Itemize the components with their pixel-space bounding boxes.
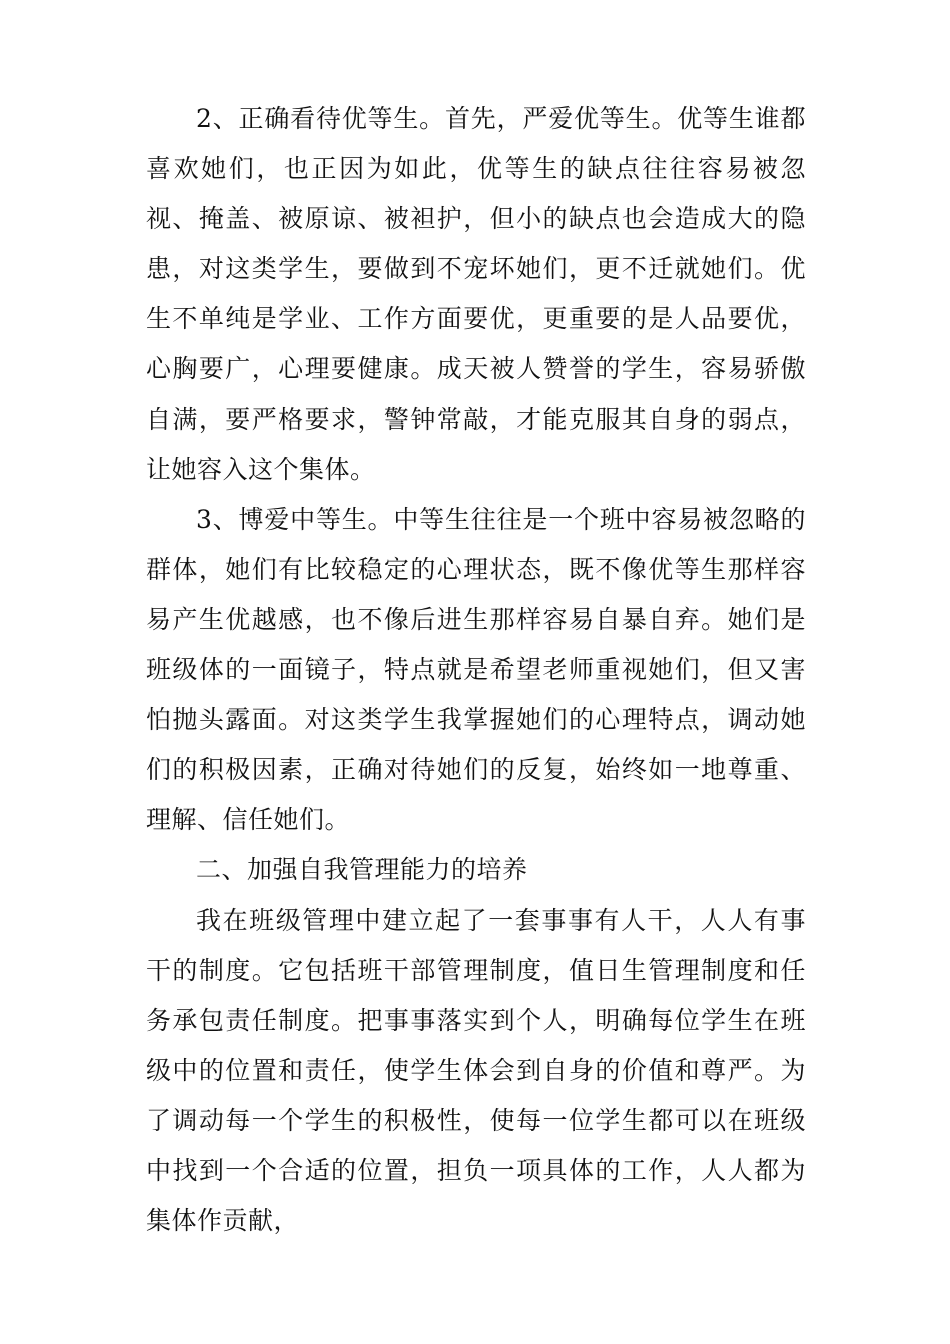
paragraph-top-students: 2、正确看待优等生。首先，严爱优等生。优等生谁都喜欢她们，也正因为如此，优等生的缺点往往容易被忽视、掩盖、被原谅、被袒护，但小的缺点也会造成大的隐患，对这类学生，要做到不宠坏她们，更不迁就她们。优生不单纯是学业、工作方面要优，更重要的是人品要优，心胸要广，心理要健康。成天被人赞誉的学生，容易骄傲自满，要严格要求，警钟常敲，才能克服其自身的弱点，让她容入这个集体。 <box>146 104 806 484</box>
paragraph-middle-students: 3、博爱中等生。中等生往往是一个班中容易被忽略的群体，她们有比较稳定的心理状态，既不像优等生那样容易产生优越感，也不像后进生那样容易自暴自弃。她们是班级体的一面镜子，特点就是希望老师重视她们，但又害怕抛头露面。对这类学生我掌握她们的心理特点，调动她们的积极因素，正确对待她们的反复，始终如一地尊重、理解、信任她们。 <box>146 504 806 835</box>
paragraph-class-management: 我在班级管理中建立起了一套事事有人干，人人有事干的制度。它包括班干部管理制度，值日生管理制度和任务承包责任制度。把事事落实到个人，明确每位学生在班级中的位置和责任，使学生体会到自身的价值和尊严。为了调动每一个学生的积极性，使每一位学生都可以在班级中找到一个合适的位置，担负一项具体的工作，人人都为集体作贡献， <box>146 905 806 1236</box>
section-heading-self-management: 二、加强自我管理能力的培养 <box>196 855 528 885</box>
document-body <box>146 94 806 1246</box>
